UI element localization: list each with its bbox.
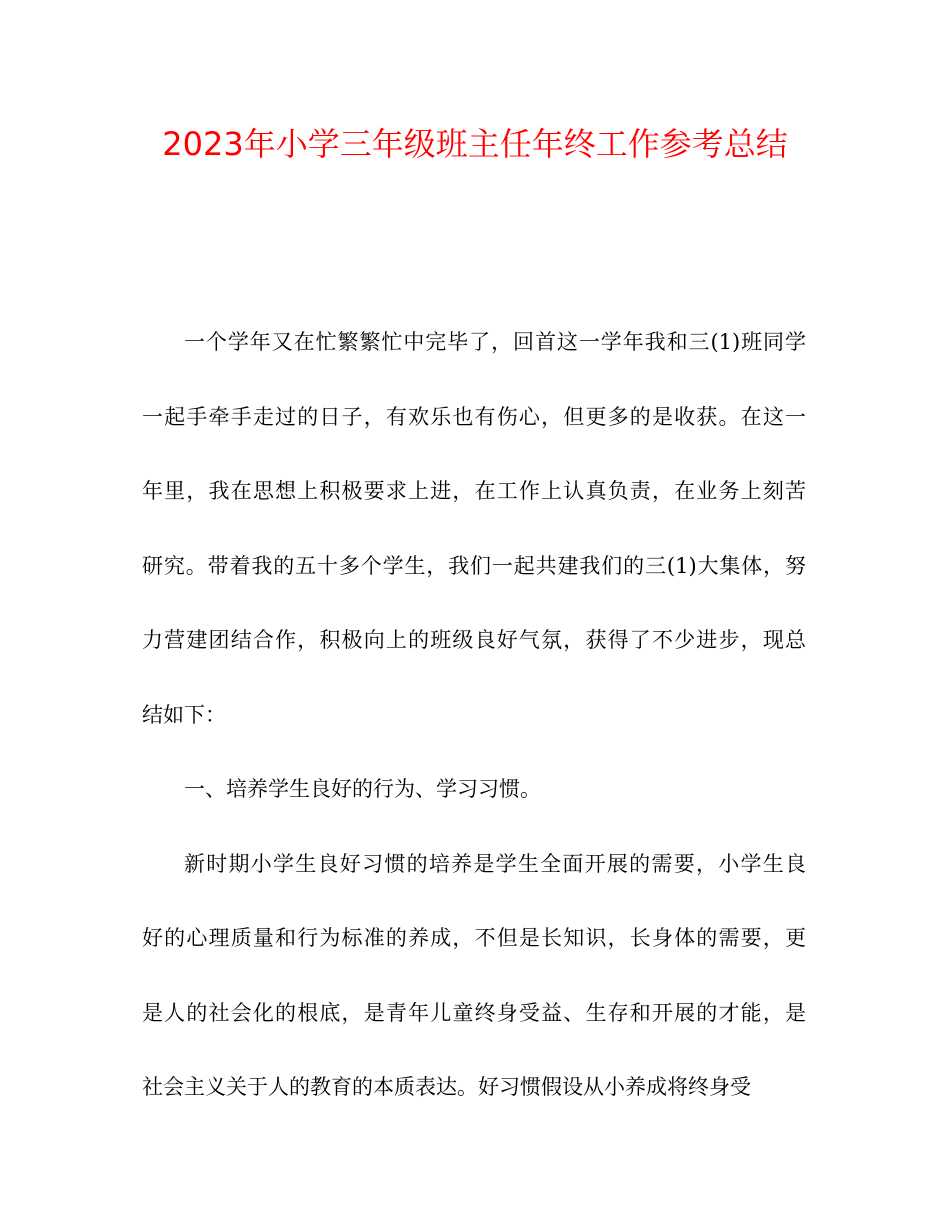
paragraph-line: 好的心理质量和行为标准的养成，不但是长知识，长身体的需要，更	[142, 926, 806, 950]
section-heading: 一、培养学生良好的行为、学习习惯。	[184, 777, 541, 801]
document-body	[142, 305, 806, 1125]
paragraph-line: 新时期小学生良好习惯的培养是学生全面开展的需要，小学生良	[184, 851, 806, 876]
paragraph-line: 研究。带着我的五十多个学生，我们一起共建我们的三(1)大集体，努	[142, 553, 806, 578]
paragraph-line: 力营建团结合作，积极向上的班级良好气氛，获得了不少进步，现总	[142, 628, 806, 652]
paragraph-line: 结如下：	[142, 702, 226, 727]
paragraph-line: 是人的社会化的根底，是青年儿童终身受益、生存和开展的才能，是	[142, 1000, 806, 1025]
paragraph-line: 社会主义关于人的教育的本质表达。好习惯假设从小养成将终身受	[142, 1075, 751, 1099]
paragraph-line: 一起手牵手走过的日子，有欢乐也有伤心，但更多的是收获。在这一	[142, 404, 806, 429]
document-title: 2023年小学三年级班主任年终工作参考总结	[162, 125, 788, 163]
paragraph-line: 年里，我在思想上积极要求上进，在工作上认真负责，在业务上刻苦	[142, 479, 806, 503]
paragraph-line: 一个学年又在忙繁繁忙中完毕了，回首这一学年我和三(1)班同学	[184, 330, 806, 354]
